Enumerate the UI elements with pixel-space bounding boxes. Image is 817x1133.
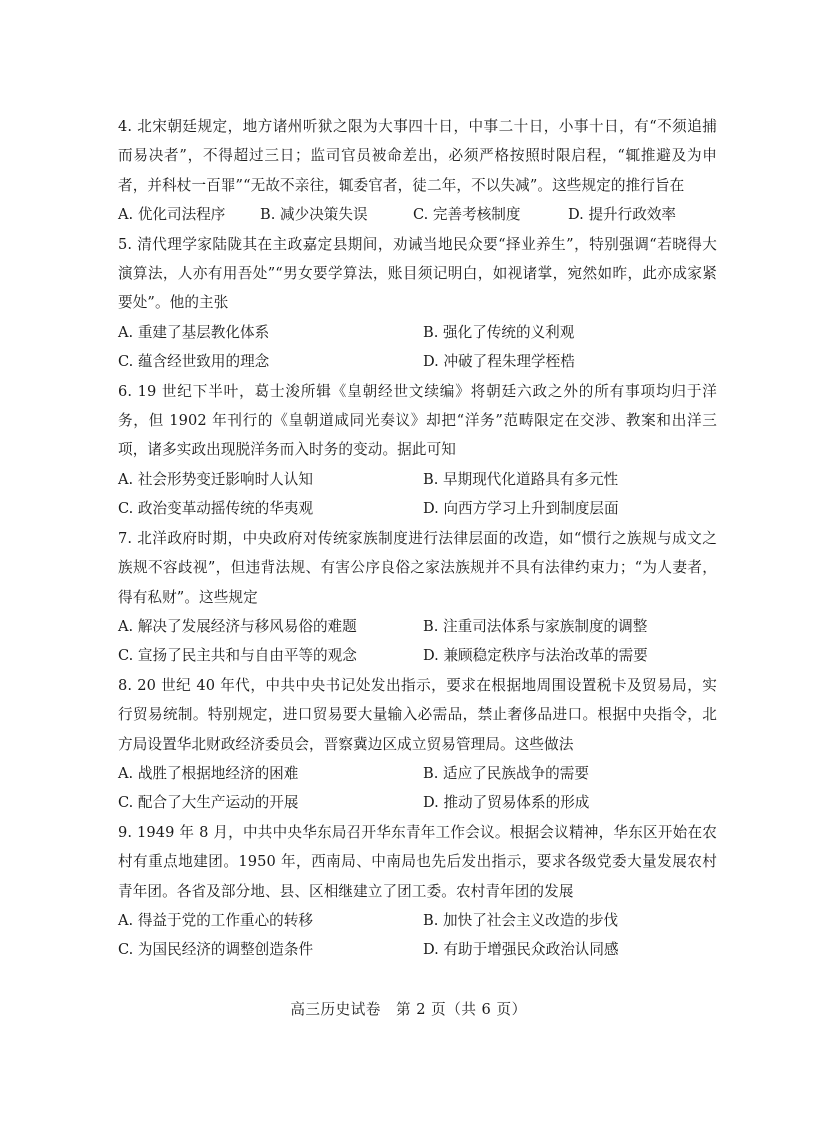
page-footer: 高三历史试卷 第 2 页（共 6 页） [290,1001,527,1018]
answer-options [118,318,717,377]
option-b: B. 减少决策失误 [260,206,368,224]
option-c: C. 宣扬了民主共和与自由平等的观念 [118,647,357,665]
option-c: C. 政治变革动摇传统的华夷观 [118,500,314,518]
answer-options [118,612,717,671]
question-stem: 6. 19 世纪下半叶，葛士浚所辑《皇朝经世文续编》将朝廷六政之外的所有事项均归于洋务，但 1902 年刊行的《皇朝道咸同光奏议》却把“洋务”范畴限定在交涉、教案和出洋三项，诸多实政出现脱洋务而入时务的变动。据此可知 [118,382,717,459]
option-b: B. 早期现代化道路具有多元性 [423,470,619,488]
option-d: D. 兼顾稳定秩序与法治改革的需要 [423,647,648,665]
question-stem: 4. 北宋朝廷规定，地方诸州听狱之限为大事四十日，中事二十日，小事十日，有“不须追捕而易决者”，不得超过三日；监司官员被命差出，必须严格按照时限启程，“辄推避及为申者，并科杖一百罪”“无故不亲往，辄委官者，徒二年，不以失减”。这些规定的推行旨在 [118,118,717,194]
question-6 [118,377,717,524]
option-d: D. 推动了贸易体系的形成 [423,794,590,812]
question-stem: 5. 清代理学家陆陇其在主政嘉定县期间，劝诫当地民众要“择业养生”，特别强调“若晓得大演算法，人亦有用吾处”“男女要学算法，账目须记明白，如视诸掌，宛然如昨，此亦成家紧要处”。他的主张 [118,235,717,312]
option-c: C. 配合了大生产运动的开展 [118,794,299,812]
option-c: C. 完善考核制度 [413,206,521,224]
answer-options [118,465,717,524]
option-b: B. 适应了民族战争的需要 [423,764,589,782]
question-9 [118,818,717,965]
option-c: C. 蕴含经世致用的理念 [118,353,270,371]
question-7 [118,524,717,671]
option-a: A. 优化司法程序 [118,206,226,224]
question-8 [118,671,717,818]
question-4 [118,112,717,230]
option-d: D. 提升行政效率 [568,206,677,224]
option-a: A. 得益于党的工作重心的转移 [118,911,313,929]
option-a: A. 战胜了根据地经济的困难 [118,764,299,782]
question-list [118,112,717,965]
option-a: A. 社会形势变迁影响时人认知 [118,470,313,488]
question-stem: 8. 20 世纪 40 年代，中共中央书记处发出指示，要求在根据地周围设置税卡及贸易局，实行贸易统制。特别规定，进口贸易要大量输入必需品，禁止奢侈品进口。根据中央指令，北方局设置华北财政经济委员会，晋察冀边区成立贸易管理局。这些做法 [118,676,717,753]
option-b: B. 强化了传统的义利观 [423,323,575,341]
question-stem: 9. 1949 年 8 月，中共中央华东局召开华东青年工作会议。根据会议精神，华东区开始在农村有重点地建团。1950 年，西南局、中南局也先后发出指示，要求各级党委大量发展农村青年团。各省及部分地、县、区相继建立了团工委。农村青年团的发展 [118,823,717,900]
option-a: A. 解决了发展经济与移风易俗的难题 [118,617,357,635]
option-d: D. 向西方学习上升到制度层面 [423,500,619,518]
question-5 [118,230,717,377]
answer-options [118,906,717,965]
question-stem: 7. 北洋政府时期，中央政府对传统家族制度进行法律层面的改造，如“惯行之族规与成文之族规不容歧视”，但违背法规、有害公序良俗之家法族规并不具有法律约束力；“为人妻者，得有私财”。这些规定 [118,529,717,606]
option-b: B. 注重司法体系与家族制度的调整 [423,617,648,635]
option-a: A. 重建了基层教化体系 [118,323,270,341]
answer-options [118,759,717,818]
option-c: C. 为国民经济的调整创造条件 [118,941,314,959]
option-d: D. 有助于增强民众政治认同感 [423,941,619,959]
option-d: D. 冲破了程朱理学桎梏 [423,353,575,371]
option-b: B. 加快了社会主义改造的步伐 [423,911,619,929]
answer-options [118,200,717,229]
